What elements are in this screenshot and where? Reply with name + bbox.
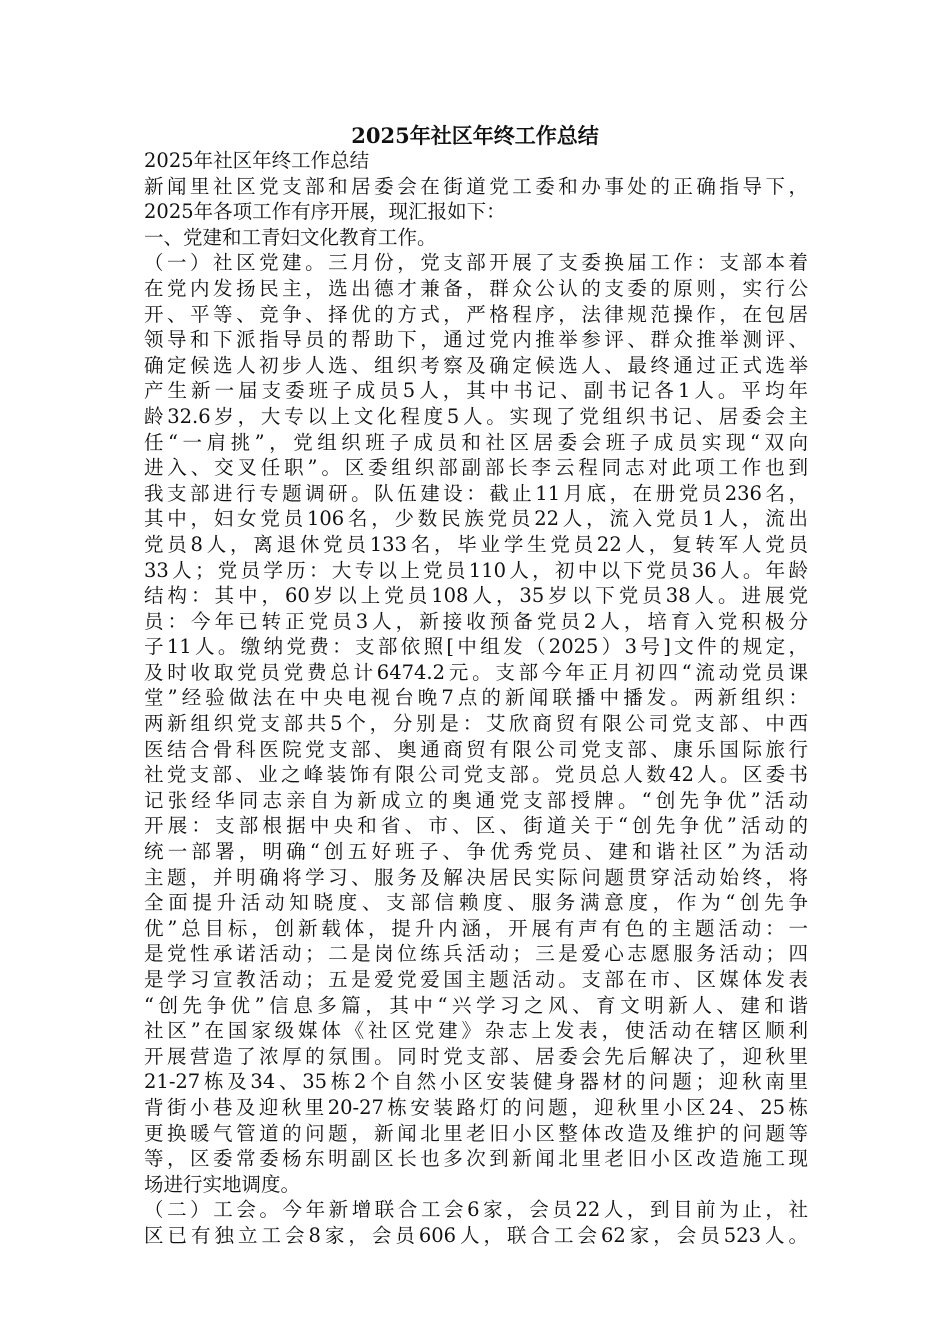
text-line: 两新组织党支部共5个，分别是：艾欣商贸有限公司党支部、中西 [144,712,808,736]
text-line: 2025年各项工作有序开展，现汇报如下： [144,200,506,224]
text-line: 社党支部、业之峰装饰有限公司党支部。党员总人数42人。区委书 [144,763,808,787]
text-line: 区已有独立工会8家，会员606人，联合工会62家，会员523人。 [144,1223,808,1247]
text-line: 一、党建和工青妇文化教育工作。 [144,225,437,249]
text-line: 全面提升活动知晓度、支部信赖度、服务满意度，作为“创先争 [144,891,808,915]
text-line: 结构：其中，60岁以上党员108人，35岁以下党员38人。进展党 [144,584,808,608]
text-line: （一）社区党建。三月份，党支部开展了支委换届工作：支部本着 [144,251,808,275]
text-line: 2025年社区年终工作总结 [144,149,370,172]
document-body [144,148,808,1249]
text-line: 子11人。缴纳党费：支部依照[中组发（2025）3号]文件的规定， [144,635,808,659]
text-line: 党员8人，离退休党员133名，毕业学生党员22人，复转军人党员 [144,532,808,556]
text-line: 及时收取党员党费总计6474.2元。支部今年正月初四“流动党员课 [144,660,808,684]
text-line: 进入、交叉任职”。区委组织部副部长李云程同志对此项工作也到 [144,456,808,480]
text-line: 场进行实地调度。 [144,1172,301,1196]
text-line: 社区”在国家级媒体《社区党建》杂志上发表，使活动在辖区顺利 [144,1019,808,1043]
text-line: 领导和下派指导员的帮助下，通过党内推举参评、群众推举测评、 [144,328,808,352]
document-title: 2025年社区年终工作总结 [351,123,599,148]
text-line: 等，区委常委杨东明副区长也多次到新闻北里老旧小区改造施工现 [144,1147,808,1171]
text-line: 记张经华同志亲自为新成立的奥通党支部授牌。“创先争优”活动 [144,788,808,812]
text-line: 其中，妇女党员106名，少数民族党员22人，流入党员1人，流出 [144,507,808,531]
text-line: 开展：支部根据中央和省、市、区、街道关于“创先争优”活动的 [144,814,808,838]
text-line: 确定候选人初步人选、组织考察及确定候选人、最终通过正式选举 [144,353,808,377]
text-line: 开、平等、竞争、择优的方式，严格程序，法律规范操作，在包居 [144,302,808,326]
text-line: 堂”经验做法在中央电视台晚7点的新闻联播中播发。两新组织： [144,686,808,710]
text-line: 龄32.6岁，大专以上文化程度5人。实现了党组织书记、居委会主 [144,404,808,428]
text-line: 是学习宣教活动；五是爱党爱国主题活动。支部在市、区媒体发表 [144,968,808,991]
text-line: 主题，并明确将学习、服务及解决居民实际问题贯穿活动始终，将 [144,865,808,889]
text-line: （二）工会。今年新增联合工会6家，会员22人，到目前为止，社 [144,1198,808,1222]
text-line: “创先争优”信息多篇，其中“兴学习之风、育文明新人、建和谐 [144,993,808,1017]
text-line: 新闻里社区党支部和居委会在街道党工委和办事处的正确指导下， [144,174,808,198]
text-line: 在党内发扬民主，选出德才兼备，群众公认的支委的原则，实行公 [144,276,808,300]
text-line: 统一部署，明确“创五好班子、争优秀党员、建和谐社区”为活动 [144,840,808,864]
text-line: 更换暖气管道的问题，新闻北里老旧小区整体改造及维护的问题等 [144,1121,808,1145]
text-line: 医结合骨科医院党支部、奥通商贸有限公司党支部、康乐国际旅行 [144,737,808,761]
text-line: 33人；党员学历：大专以上党员110人，初中以下党员36人。年龄 [144,558,808,582]
text-line: 产生新一届支委班子成员5人，其中书记、副书记各1人。平均年 [144,379,808,403]
text-line: 是党性承诺活动；二是岗位练兵活动；三是爱心志愿服务活动；四 [144,942,808,966]
text-line: 我支部进行专题调研。队伍建设：截止11月底，在册党员236名， [144,481,808,505]
text-line: 优”总目标，创新载体，提升内涵，开展有声有色的主题活动：一 [144,916,808,940]
text-line: 员：今年已转正党员3人，新接收预备党员2人，培育入党积极分 [144,609,808,633]
text-line: 背街小巷及迎秋里20-27栋安装路灯的问题，迎秋里小区24、25栋 [144,1095,808,1119]
text-line: 任“一肩挑”，党组织班子成员和社区居委会班子成员实现“双向 [144,430,808,454]
text-line: 21-27栋及34、35栋2个自然小区安装健身器材的问题；迎秋南里 [144,1070,808,1094]
text-line: 开展营造了浓厚的氛围。同时党支部、居委会先后解决了，迎秋里 [144,1044,808,1068]
